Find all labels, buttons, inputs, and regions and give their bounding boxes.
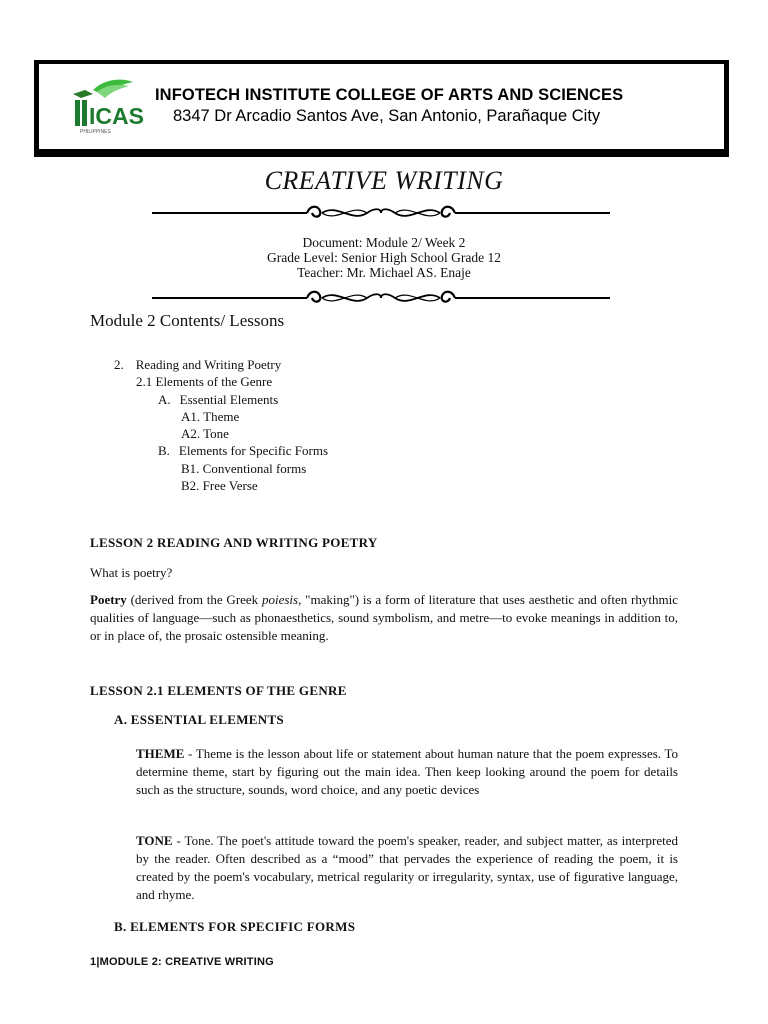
- logo-subtext: PHILIPPINES: [80, 129, 111, 135]
- meta-grade: Grade Level: Senior High School Grade 12: [267, 250, 501, 265]
- school-address: 8347 Dr Arcadio Santos Ave, San Antonio, Parañaque City: [173, 107, 601, 125]
- section-b-heading: B. ELEMENTS FOR SPECIFIC FORMS: [114, 919, 356, 934]
- ornamental-divider: [152, 203, 610, 223]
- poetry-definition: Poetry (derived from the Greek poiesis, "making") is a form of literature that uses aesthetic and often rhythmic qualities of language—such as phonaesthetics, sound symbolism, and metre—to evoke meanings in addition to, or in place of, the prosaic ostensible meaning.: [90, 592, 678, 643]
- toc-item: 2.1 Elements of the Genre: [136, 374, 273, 390]
- lesson-2-heading: LESSON 2 READING AND WRITING POETRY: [90, 535, 378, 550]
- theme-paragraph: THEME - Theme is the lesson about life or statement about human nature that the poem expresses. To determine theme, start by figuring out the main idea. Then keep looking around the poem for details such as the structure, sounds, word choice, and any poetic devices: [136, 746, 678, 797]
- ornamental-divider: [152, 288, 610, 308]
- lesson-2-1-heading: LESSON 2.1 ELEMENTS OF THE GENRE: [90, 683, 347, 698]
- tone-paragraph: TONE - Tone. The poet's attitude toward the poem's speaker, reader, and subject matter, as interpreted by the reader. Often described as a “mood” that pervades the experience of reading the poem, it is created by the poem's vocabulary, metrical regularity or irregularity, syntax, use of figurative language, and rhyme.: [136, 833, 678, 902]
- toc-item: B. Elements for Specific Forms: [158, 443, 329, 459]
- contents-heading: Module 2 Contents/ Lessons: [90, 311, 285, 330]
- meta-document: Document: Module 2/ Week 2: [302, 235, 466, 250]
- meta-teacher: Teacher: Mr. Michael AS. Enaje: [297, 265, 471, 280]
- school-logo: [71, 76, 144, 136]
- poetry-question: What is poetry?: [90, 565, 173, 580]
- logo-text: ICAS: [89, 103, 144, 129]
- section-a-heading: A. ESSENTIAL ELEMENTS: [114, 712, 284, 727]
- toc-item: A1. Theme: [181, 408, 240, 424]
- page-footer: 1|MODULE 2: CREATIVE WRITING: [90, 956, 274, 968]
- document-title: CREATIVE WRITING: [264, 166, 504, 195]
- toc-item: B1. Conventional forms: [181, 460, 307, 476]
- toc-item: A2. Tone: [181, 426, 229, 442]
- toc-item: 2. Reading and Writing Poetry: [114, 357, 282, 372]
- toc-item: B2. Free Verse: [181, 478, 258, 494]
- school-header: [34, 60, 729, 157]
- toc-item: A. Essential Elements: [158, 391, 279, 407]
- school-name: INFOTECH INSTITUTE COLLEGE OF ARTS AND SCIENCES: [155, 86, 624, 104]
- contents-list: [114, 356, 328, 494]
